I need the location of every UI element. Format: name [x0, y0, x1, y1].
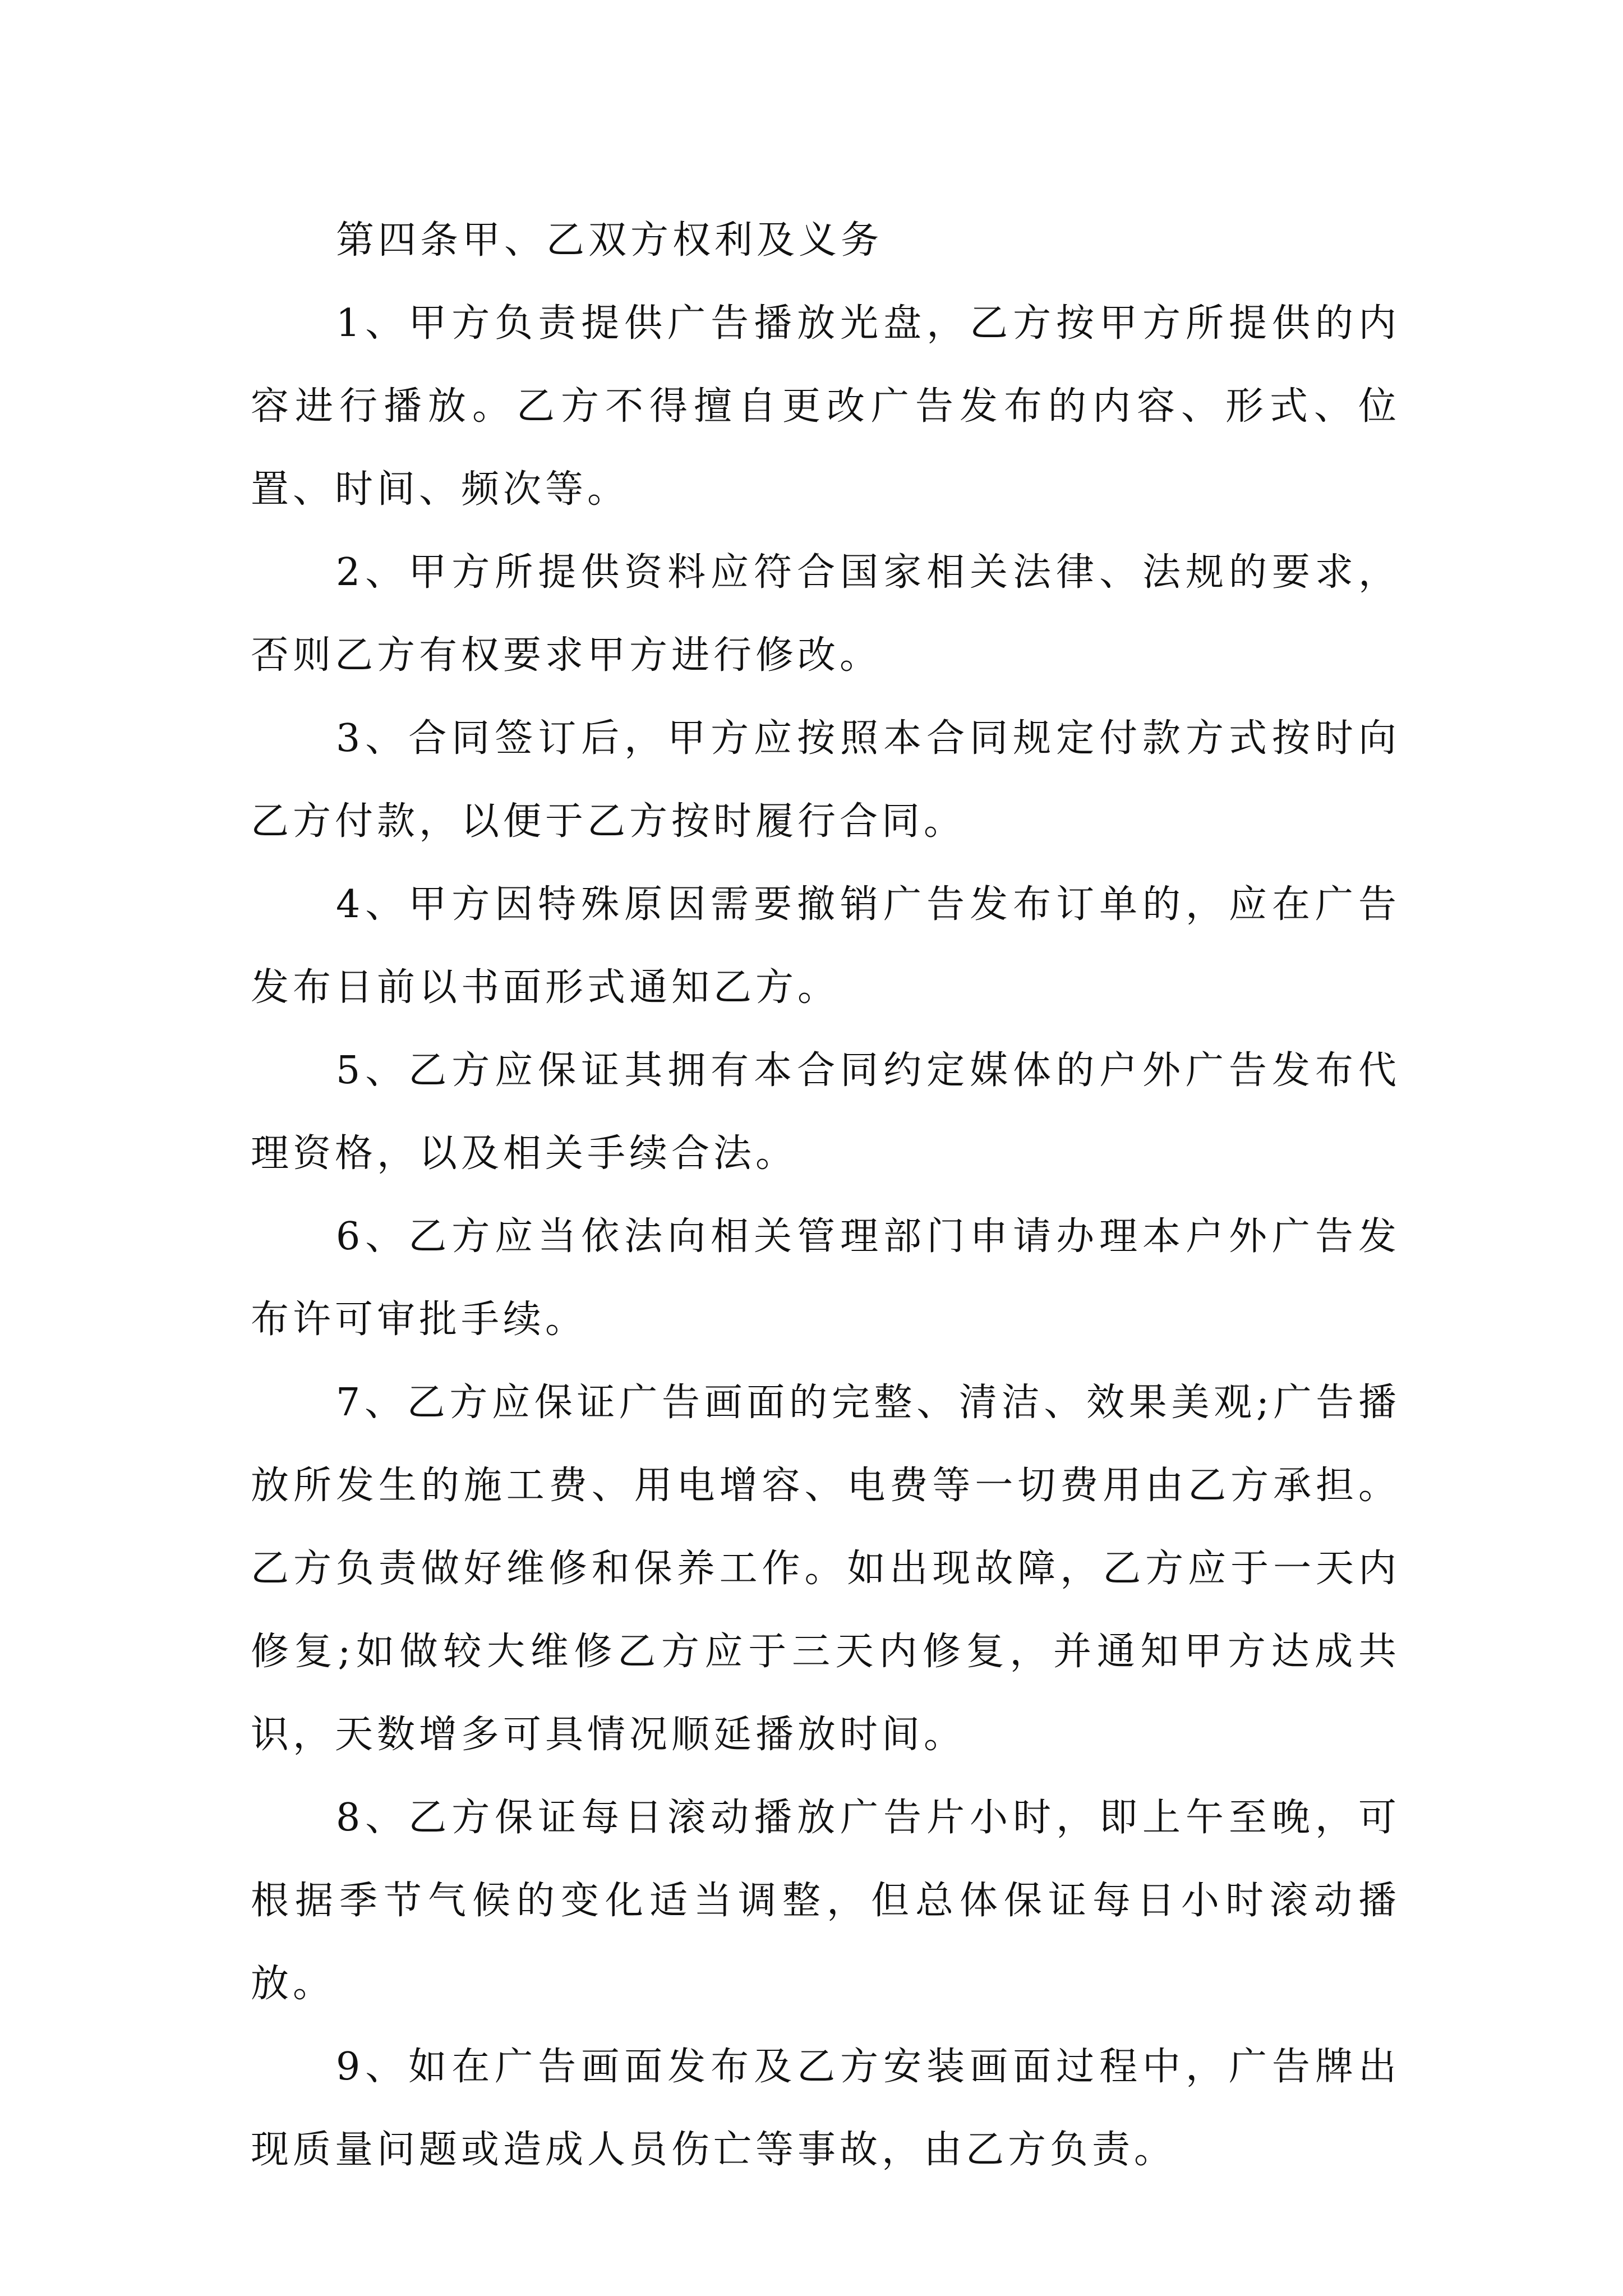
clause-9: 9、如在广告画面发布及乙方安装画面过程中，广告牌出现质量问题或造成人员伤亡等事故，由乙方负责。: [251, 2045, 1400, 2172]
clause-6: 6、乙方应当依法向相关管理部门申请办理本户外广告发布许可审批手续。: [251, 1214, 1400, 1342]
clause-4: 4、甲方因特殊原因需要撤销广告发布订单的，应在广告发布日前以书面形式通知乙方。: [251, 882, 1400, 1010]
document-body: [251, 199, 1400, 2192]
clause-3: 3、合同签订后，甲方应按照本合同规定付款方式按时向乙方付款，以便于乙方按时履行合同。: [251, 716, 1400, 844]
clause-1: 1、甲方负责提供广告播放光盘，乙方按甲方所提供的内容进行播放。乙方不得擅自更改广告发布的内容、形式、位置、时间、频次等。: [251, 301, 1400, 512]
clause-5: 5、乙方应保证其拥有本合同约定媒体的户外广告发布代理资格，以及相关手续合法。: [251, 1048, 1400, 1176]
article-heading: 第四条甲、乙双方权利及义务: [336, 218, 883, 263]
clause-8: 8、乙方保证每日滚动播放广告片小时，即上午至晚，可根据季节气候的变化适当调整，但总体保证每日小时滚动播放。: [251, 1796, 1400, 2006]
clause-7: 7、乙方应保证广告画面的完整、清洁、效果美观;广告播放所发生的施工费、用电增容、电费等一切费用由乙方承担。乙方负责做好维修和保养工作。如出现故障，乙方应于一天内修复;如做较大维修乙方应于三天内修复，并通知甲方达成共识，天数增多可具情况顺延播放时间。: [251, 1381, 1400, 1757]
clause-2: 2、甲方所提供资料应符合国家相关法律、法规的要求，否则乙方有权要求甲方进行修改。: [251, 550, 1400, 678]
